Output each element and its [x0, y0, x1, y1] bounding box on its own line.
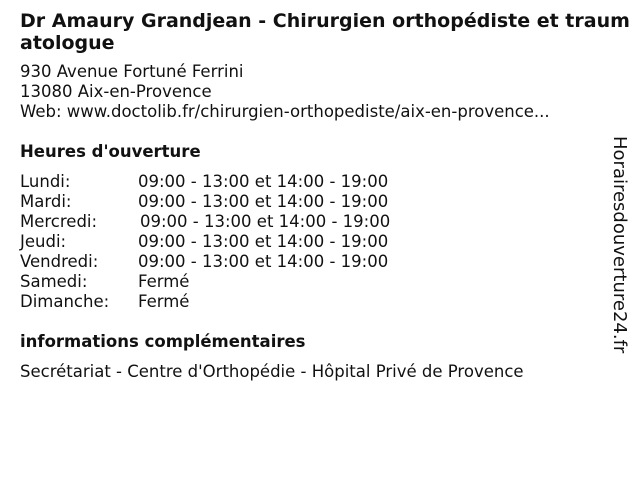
hours-value: 09:00 - 13:00 et 14:00 - 19:00	[138, 192, 389, 211]
site-watermark: Horairesdouverture24.fr	[609, 136, 630, 354]
address-street: 930 Avenue Fortuné Ferrini	[20, 62, 244, 81]
hours-value: 09:00 - 13:00 et 14:00 - 19:00	[140, 212, 391, 231]
website-link[interactable]: Web: www.doctolib.fr/chirurgien-orthopediste/aix-en-provence...	[20, 102, 550, 121]
hours-row-monday	[20, 172, 610, 192]
day-label: Vendredi:	[20, 252, 99, 271]
hours-row-saturday	[20, 272, 610, 292]
day-label: Dimanche:	[20, 292, 110, 311]
day-label: Mercredi:	[20, 212, 98, 231]
hours-value: 09:00 - 13:00 et 14:00 - 19:00	[138, 172, 389, 191]
page-title: Dr Amaury Grandjean - Chirurgien orthopédiste et traumatologue	[20, 10, 630, 54]
day-label: Lundi:	[20, 172, 71, 191]
opening-hours-heading: Heures d'ouverture	[20, 142, 201, 161]
hours-row-sunday	[20, 292, 610, 312]
hours-value: Fermé	[138, 292, 190, 311]
hours-row-thursday	[20, 232, 610, 252]
opening-hours-table	[20, 172, 610, 312]
day-label: Jeudi:	[20, 232, 67, 251]
address-block	[20, 62, 610, 122]
day-label: Mardi:	[20, 192, 72, 211]
address-city: 13080 Aix-en-Provence	[20, 82, 212, 101]
hours-row-tuesday	[20, 192, 610, 212]
hours-value: Fermé	[138, 272, 190, 291]
hours-value: 09:00 - 13:00 et 14:00 - 19:00	[138, 232, 389, 251]
hours-row-friday	[20, 252, 610, 272]
day-label: Samedi:	[20, 272, 88, 291]
hours-row-wednesday	[20, 212, 610, 232]
hours-value: 09:00 - 13:00 et 14:00 - 19:00	[138, 252, 389, 271]
additional-info-heading: informations complémentaires	[20, 332, 306, 351]
additional-info-text: Secrétariat - Centre d'Orthopédie - Hôpital Privé de Provence	[20, 362, 524, 381]
